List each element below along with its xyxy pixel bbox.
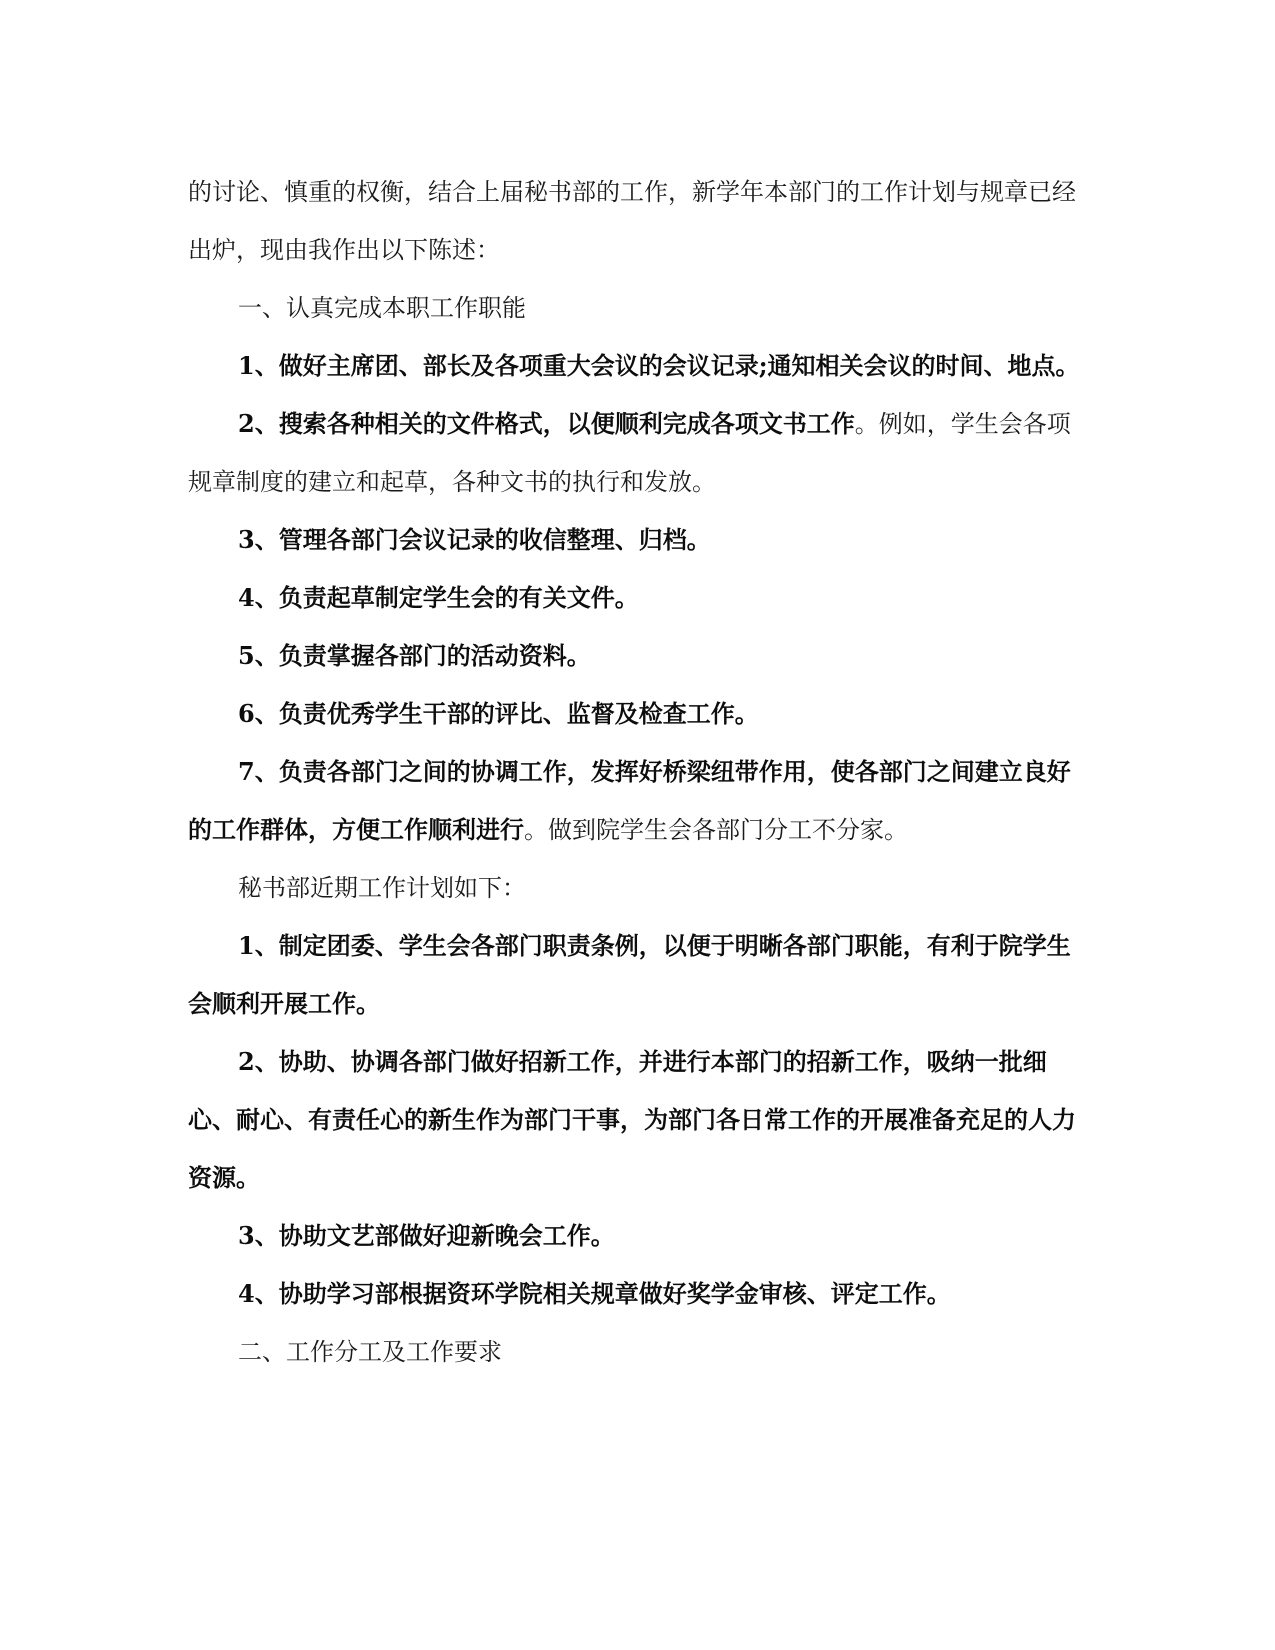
list-item-duty-6 <box>188 685 1088 743</box>
text-run: 一、认真完成本职工作职能 <box>238 294 526 322</box>
list-item-plan-2 <box>188 1033 1088 1207</box>
text-run: 4、协助学习部根据资环学院相关规章做好奖学金审核、评定工作。 <box>238 1279 951 1308</box>
text-run: 3、管理各部门会议记录的收信整理、归档。 <box>238 525 711 554</box>
list-item-duty-7 <box>188 743 1088 859</box>
text-run: 7、负责各部门之间的协调工作，发挥好桥梁纽带作用，使各部门之间建立良好的工作群体，方便工作顺利进行 <box>188 757 1071 844</box>
text-run: 5、负责掌握各部门的活动资料。 <box>238 641 591 670</box>
list-item-plan-4 <box>188 1265 1088 1323</box>
list-item-plan-1 <box>188 917 1088 1033</box>
text-run: 秘书部近期工作计划如下： <box>238 874 526 902</box>
text-run: 二、工作分工及工作要求 <box>238 1338 502 1366</box>
paragraph-intro <box>188 163 1088 279</box>
document-body <box>188 163 1088 1381</box>
text-run: 2、搜索各种相关的文件格式，以便顺利完成各项文书工作 <box>238 409 855 438</box>
section-heading-1 <box>188 279 1088 337</box>
text-run: 3、协助文艺部做好迎新晚会工作。 <box>238 1221 615 1250</box>
section-subheading-plan <box>188 859 1088 917</box>
text-run: 1、做好主席团、部长及各项重大会议的会议记录;通知相关会议的时间、地点。 <box>238 351 1080 380</box>
list-item-duty-2 <box>188 395 1088 511</box>
list-item-duty-4 <box>188 569 1088 627</box>
text-run: 。例如，学生会各项规章制度的建立和起草，各种文书的执行和发放。 <box>188 410 1071 496</box>
text-run: 4、负责起草制定学生会的有关文件。 <box>238 583 639 612</box>
text-run: 1、制定团委、学生会各部门职责条例，以便于明晰各部门职能，有利于院学生会顺利开展工作。 <box>188 931 1071 1018</box>
text-run: 6、负责优秀学生干部的评比、监督及检查工作。 <box>238 699 759 728</box>
list-item-duty-3 <box>188 511 1088 569</box>
text-run: 。做到院学生会各部门分工不分家。 <box>524 816 908 844</box>
list-item-duty-1 <box>188 337 1088 395</box>
list-item-plan-3 <box>188 1207 1088 1265</box>
section-heading-2 <box>188 1323 1088 1381</box>
text-run: 的讨论、慎重的权衡，结合上届秘书部的工作，新学年本部门的工作计划与规章已经出炉，现由我作出以下陈述： <box>188 178 1076 264</box>
text-run: 2、协助、协调各部门做好招新工作，并进行本部门的招新工作，吸纳一批细心、耐心、有责任心的新生作为部门干事，为部门各日常工作的开展准备充足的人力资源。 <box>188 1047 1076 1192</box>
list-item-duty-5 <box>188 627 1088 685</box>
